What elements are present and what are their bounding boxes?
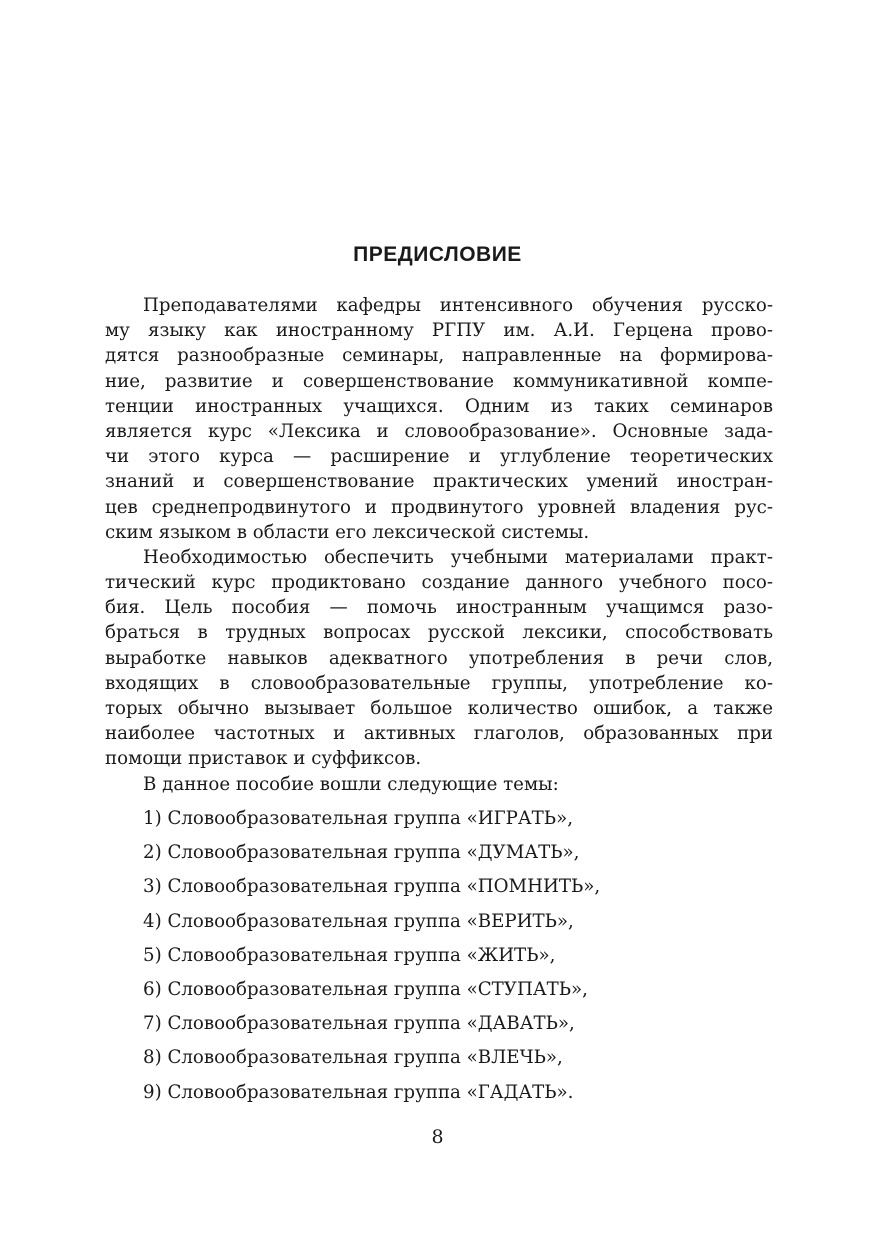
list-item: 6) Словообразовательная группа «СТУПАТЬ», bbox=[143, 978, 588, 1000]
text-line: цев среднепродвинутого и продвинутого уровней владения рус- bbox=[105, 496, 773, 518]
text-line: чи этого курса — расширение и углубление теоретических bbox=[105, 446, 773, 468]
paragraph-1 bbox=[105, 293, 773, 545]
list-item: 2) Словообразовательная группа «ДУМАТЬ», bbox=[143, 842, 580, 864]
text-line: браться в трудных вопросах русской лексики, способствовать bbox=[105, 622, 773, 644]
text-line: Преподавателями кафедры интенсивного обучения русско- bbox=[143, 295, 773, 316]
text-line: Необходимостью обеспечить учебными материалами практ- bbox=[143, 546, 773, 568]
text-line: тический курс продиктовано создание данного учебного посо- bbox=[105, 572, 773, 594]
text-line: бия. Цель пособия — помочь иностранным учащимся разо- bbox=[105, 597, 773, 619]
list-item: 9) Словообразовательная группа «ГАДАТЬ». bbox=[143, 1081, 574, 1103]
page-number: 8 bbox=[431, 1126, 444, 1148]
list-item: 3) Словообразовательная группа «ПОМНИТЬ», bbox=[143, 876, 601, 898]
list-item: 1) Словообразовательная группа «ИГРАТЬ», bbox=[143, 808, 573, 829]
list-item: 8) Словообразовательная группа «ВЛЕЧЬ», bbox=[143, 1047, 563, 1069]
topics-intro: В данное пособие вошли следующие темы: bbox=[143, 773, 559, 795]
text-line: ние, развитие и совершенствование коммуникативной компе- bbox=[105, 370, 773, 392]
text-line: входящих в словообразовательные группы, употребление ко- bbox=[105, 672, 773, 694]
text-line: помощи приставок и суффиксов. bbox=[105, 748, 422, 770]
text-line: му языку как иностранному РГПУ им. А.И. Герцена прово- bbox=[105, 320, 773, 342]
text-line: является курс «Лексика и словообразование». Основные зада- bbox=[105, 420, 773, 442]
text-line: дятся разнообразные семинары, направленные на формирова- bbox=[105, 345, 773, 367]
text-line: ским языком в области его лексической системы. bbox=[105, 521, 590, 543]
topics-list bbox=[143, 802, 600, 1110]
text-line: наиболее частотных и активных глаголов, образованных при bbox=[105, 723, 773, 745]
paragraph-2 bbox=[105, 545, 773, 772]
text-line: знаний и совершенствование практических умений иностран- bbox=[105, 471, 773, 493]
preface-body bbox=[105, 293, 773, 797]
page-title: ПРЕДИСЛОВИЕ bbox=[353, 243, 522, 266]
text-line: торых обычно вызывает большое количество ошибок, а также bbox=[105, 698, 773, 719]
text-line: тенции иностранных учащихся. Одним из таких семинаров bbox=[105, 395, 773, 417]
text-line: выработке навыков адекватного употребления в речи слов, bbox=[105, 647, 773, 669]
list-item: 5) Словообразовательная группа «ЖИТЬ», bbox=[143, 944, 556, 966]
list-item: 4) Словообразовательная группа «ВЕРИТЬ», bbox=[143, 910, 574, 932]
list-item: 7) Словообразовательная группа «ДАВАТЬ», bbox=[143, 1013, 575, 1035]
